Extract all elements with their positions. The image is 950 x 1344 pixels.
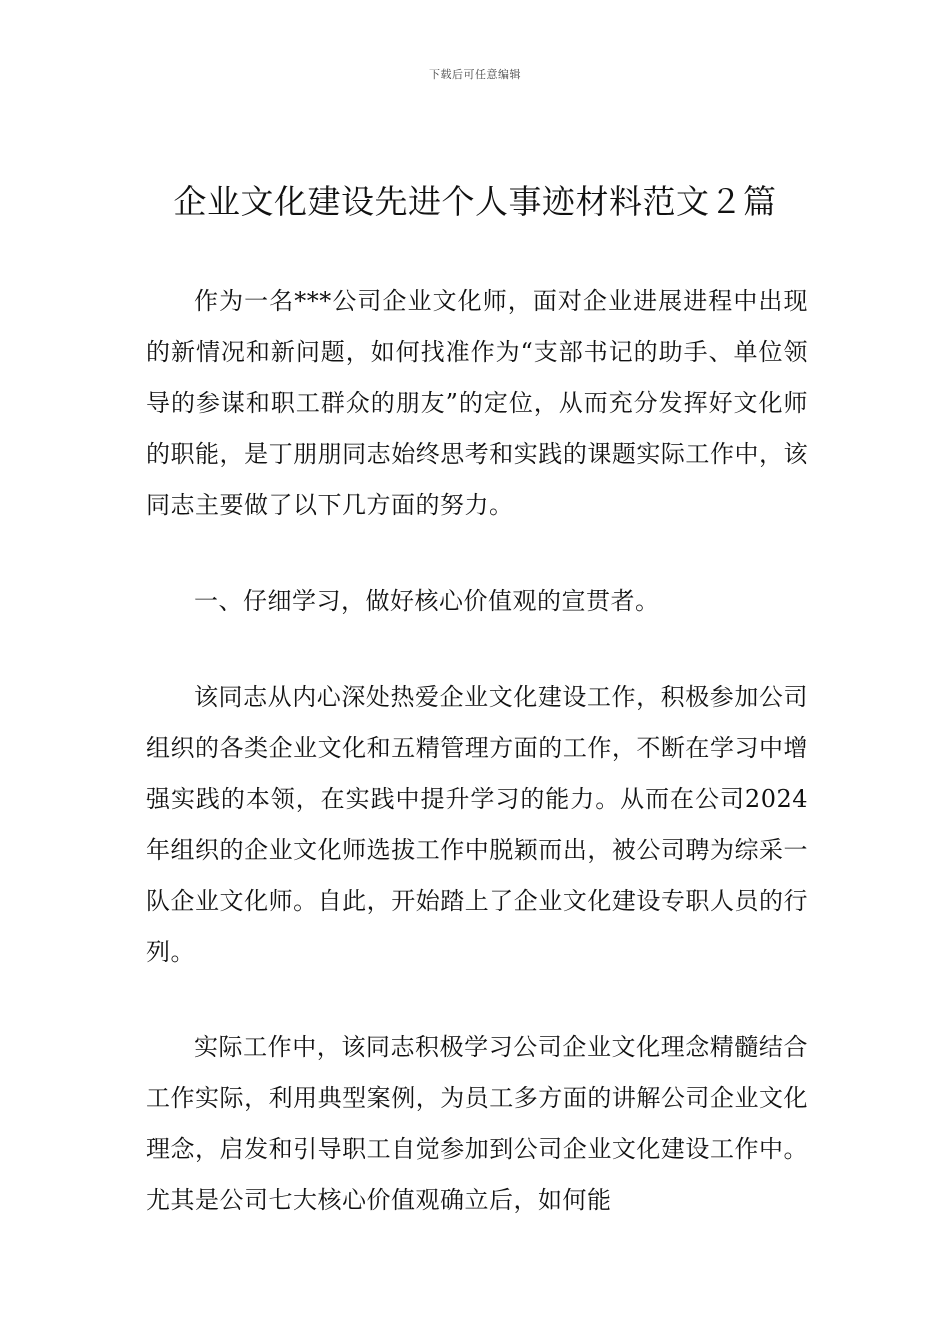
body-paragraph: 实际工作中，该同志积极学习公司企业文化理念精髓结合工作实际，利用典型案例，为员工多方面的讲解公司企业文化理念，启发和引导职工自觉参加到公司企业文化建设工作中。尤其是公司七大核心价值观确立后，如何能 <box>146 1033 808 1214</box>
section-heading: 一、仔细学习，做好核心价值观的宣贯者。 <box>194 587 660 615</box>
body-paragraph: 该同志从内心深处热爱企业文化建设工作，积极参加公司组织的各类企业文化和五精管理方面的工作，不断在学习中增强实践的本领，在实践中提升学习的能力。从而在公司2024年组织的企业文化师选拔工作中脱颖而出，被公司聘为综采一队企业文化师。自此，开始踏上了企业文化建设专职人员的行列。 <box>146 683 808 966</box>
body-paragraph: 作为一名***公司企业文化师，面对企业进展进程中出现的新情况和新问题，如何找准作为“支部书记的助手、单位领导的参谋和职工群众的朋友”的定位，从而充分发挥好文化师的职能，是丁朋朋同志始终思考和实践的课题实际工作中，该同志主要做了以下几方面的努力。 <box>146 287 808 519</box>
header-note: 下载后可任意编辑 <box>429 68 521 81</box>
document-title: 企业文化建设先进个人事迹材料范文２篇 <box>173 182 777 221</box>
